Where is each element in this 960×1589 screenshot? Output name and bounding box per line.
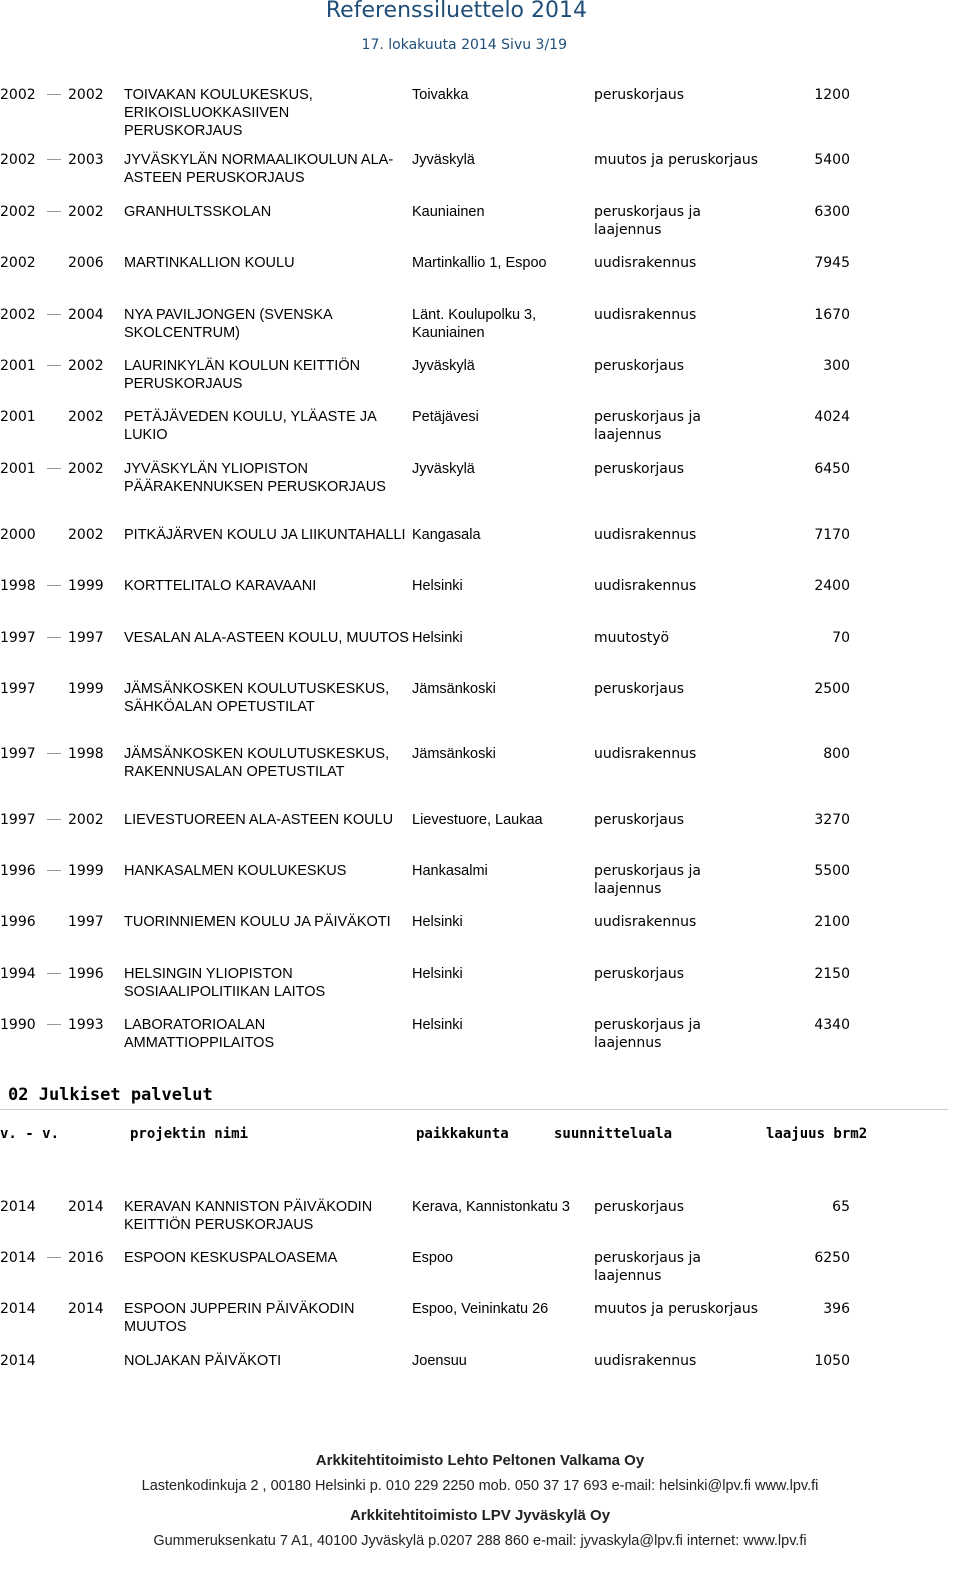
project-size: 70: [832, 630, 850, 646]
footer-contact-helsinki: Lastenkodinkuja 2 , 00180 Helsinki p. 010 229 2250 mob. 050 37 17 693 e-mail: helsinki@lpv.fi www.lpv.fi: [141, 1478, 819, 1494]
project-name: HANKASALMEN KOULUKESKUS: [124, 863, 347, 879]
project-name: HELSINGIN YLIOPISTON SOSIAALIPOLITIIKAN LAITOS: [124, 966, 326, 1000]
project-scope: uudisrakennus: [594, 255, 697, 271]
project-scope: peruskorjaus ja laajennus: [594, 1017, 701, 1051]
start-year: 2014: [0, 1353, 36, 1369]
project-name: JYVÄSKYLÄN NORMAALIKOULUN ALA-ASTEEN PERUSKORJAUS: [124, 152, 394, 186]
start-year: 1997: [0, 746, 36, 762]
end-year: 1993: [68, 1017, 104, 1033]
start-year: 1997: [0, 681, 36, 697]
project-name: NYA PAVILJONGEN (SVENSKA SKOLCENTRUM): [124, 307, 332, 341]
start-year: 2001: [0, 461, 36, 477]
project-size: 1200: [814, 87, 850, 103]
project-name: TUORINNIEMEN KOULU JA PÄIVÄKOTI: [124, 914, 391, 930]
project-scope: uudisrakennus: [594, 914, 697, 930]
start-year: 2014: [0, 1250, 36, 1266]
project-scope: peruskorjaus ja laajennus: [594, 409, 701, 443]
project-scope: uudisrakennus: [594, 578, 697, 594]
year-range-dash: [47, 1257, 61, 1258]
end-year: 2002: [68, 87, 104, 103]
year-range-dash: [47, 94, 61, 95]
project-location: Helsinki: [412, 1017, 463, 1033]
project-scope: peruskorjaus: [594, 87, 684, 103]
column-header-location: paikkakunta: [416, 1126, 509, 1142]
project-size: 800: [823, 746, 850, 762]
end-year: 2006: [68, 255, 104, 271]
project-name: ESPOON JUPPERIN PÄIVÄKODIN MUUTOS: [124, 1301, 355, 1335]
start-year: 2002: [0, 307, 36, 323]
project-location: Jämsänkoski: [412, 681, 496, 697]
page-date-and-number: 17. lokakuuta 2014 Sivu 3/19: [361, 37, 567, 53]
project-size: 7945: [814, 255, 850, 271]
project-name: JÄMSÄNKOSKEN KOULUTUSKESKUS, RAKENNUSALAN OPETUSTILAT: [124, 746, 390, 780]
project-location: Martinkallio 1, Espoo: [412, 255, 547, 271]
column-header-project-name: projektin nimi: [130, 1126, 249, 1142]
project-location: Jämsänkoski: [412, 746, 496, 762]
project-name: LAURINKYLÄN KOULUN KEITTIÖN PERUSKORJAUS: [124, 358, 361, 392]
project-scope: peruskorjaus ja laajennus: [594, 863, 701, 897]
project-size: 2500: [814, 681, 850, 697]
project-location: Kangasala: [412, 527, 481, 543]
end-year: 2002: [68, 204, 104, 220]
project-name: LABORATORIOALAN AMMATTIOPPILAITOS: [124, 1017, 275, 1051]
start-year: 2014: [0, 1199, 36, 1215]
project-size: 6250: [814, 1250, 850, 1266]
project-name: NOLJAKAN PÄIVÄKOTI: [124, 1353, 282, 1369]
project-scope: peruskorjaus: [594, 358, 684, 374]
project-scope: muutostyö: [594, 630, 670, 646]
start-year: 1997: [0, 812, 36, 828]
project-location: Kerava, Kannistonkatu 3: [412, 1199, 570, 1215]
end-year: 2002: [68, 358, 104, 374]
project-name: PETÄJÄVEDEN KOULU, YLÄASTE JA LUKIO: [124, 409, 376, 443]
project-size: 1670: [814, 307, 850, 323]
start-year: 2002: [0, 87, 36, 103]
year-range-dash: [47, 211, 61, 212]
project-name: VESALAN ALA-ASTEEN KOULU, MUUTOS: [124, 630, 409, 646]
project-location: Helsinki: [412, 578, 463, 594]
project-name: PITKÄJÄRVEN KOULU JA LIIKUNTAHALLI: [124, 527, 406, 543]
year-range-dash: [47, 819, 61, 820]
start-year: 2002: [0, 255, 36, 271]
end-year: 1999: [68, 681, 104, 697]
year-range-dash: [47, 637, 61, 638]
year-range-dash: [47, 314, 61, 315]
project-name: MARTINKALLION KOULU: [124, 255, 295, 271]
footer-company-jyvaskyla: Arkkitehtitoimisto LPV Jyväskylä Oy: [349, 1507, 611, 1524]
project-location: Lievestuore, Laukaa: [412, 812, 543, 828]
project-location: Toivakka: [412, 87, 469, 103]
project-location: Kauniainen: [412, 204, 485, 220]
project-size: 2100: [814, 914, 850, 930]
project-scope: peruskorjaus: [594, 966, 684, 982]
project-size: 4024: [814, 409, 850, 425]
end-year: 2016: [68, 1250, 104, 1266]
project-location: Jyväskylä: [412, 461, 475, 477]
end-year: 2002: [68, 812, 104, 828]
year-range-dash: [47, 973, 61, 974]
project-size: 1050: [814, 1353, 850, 1369]
section-title: 02 Julkiset palvelut: [8, 1085, 213, 1105]
project-name: GRANHULTSSKOLAN: [124, 204, 272, 220]
year-range-dash: [47, 1024, 61, 1025]
end-year: 1998: [68, 746, 104, 762]
end-year: 2004: [68, 307, 104, 323]
project-size: 5400: [814, 152, 850, 168]
project-size: 2400: [814, 578, 850, 594]
year-range-dash: [47, 468, 61, 469]
project-location: Helsinki: [412, 914, 463, 930]
project-size: 6450: [814, 461, 850, 477]
project-name: JÄMSÄNKOSKEN KOULUTUSKESKUS, SÄHKÖALAN OPETUSTILAT: [124, 681, 390, 715]
start-year: 1994: [0, 966, 36, 982]
page-title: Referenssiluettelo 2014: [325, 0, 587, 23]
project-name: KORTTELITALO KARAVAANI: [124, 578, 317, 594]
end-year: 2002: [68, 409, 104, 425]
project-scope: uudisrakennus: [594, 746, 697, 762]
end-year: 1997: [68, 630, 104, 646]
end-year: 1997: [68, 914, 104, 930]
project-size: 2150: [814, 966, 850, 982]
project-size: 4340: [814, 1017, 850, 1033]
column-header-years: v. - v.: [0, 1126, 60, 1142]
project-size: 5500: [814, 863, 850, 879]
project-location: Jyväskylä: [412, 152, 475, 168]
project-location: Helsinki: [412, 630, 463, 646]
project-scope: peruskorjaus: [594, 1199, 684, 1215]
project-location: Espoo: [412, 1250, 454, 1266]
project-scope: uudisrakennus: [594, 527, 697, 543]
project-name: ESPOON KESKUSPALOASEMA: [124, 1250, 338, 1266]
start-year: 2001: [0, 409, 36, 425]
year-range-dash: [47, 365, 61, 366]
project-scope: peruskorjaus: [594, 681, 684, 697]
start-year: 2002: [0, 204, 36, 220]
project-size: 3270: [814, 812, 850, 828]
start-year: 2001: [0, 358, 36, 374]
start-year: 1996: [0, 863, 36, 879]
project-name: TOIVAKAN KOULUKESKUS, ERIKOISLUOKKASIIVEN PERUSKORJAUS: [124, 87, 313, 139]
project-location: Helsinki: [412, 966, 463, 982]
end-year: 2014: [68, 1199, 104, 1215]
project-size: 7170: [814, 527, 850, 543]
project-location: Espoo, Veininkatu 26: [412, 1301, 549, 1317]
project-size: 300: [823, 358, 850, 374]
end-year: 1999: [68, 578, 104, 594]
column-header-scope: suunnitteluala: [554, 1126, 673, 1142]
end-year: 1996: [68, 966, 104, 982]
end-year: 2002: [68, 527, 104, 543]
start-year: 1998: [0, 578, 36, 594]
project-location: Petäjävesi: [412, 409, 479, 425]
year-range-dash: [47, 585, 61, 586]
year-range-dash: [47, 753, 61, 754]
project-scope: peruskorjaus ja laajennus: [594, 1250, 701, 1284]
project-location: Länt. Koulupolku 3, Kauniainen: [412, 307, 537, 341]
project-scope: uudisrakennus: [594, 1353, 697, 1369]
start-year: 1996: [0, 914, 36, 930]
project-location: Hankasalmi: [412, 863, 488, 879]
project-scope: muutos ja peruskorjaus: [594, 1301, 759, 1317]
column-header-size: laajuus brm2: [766, 1126, 868, 1142]
end-year: 2003: [68, 152, 104, 168]
project-scope: uudisrakennus: [594, 307, 697, 323]
project-scope: peruskorjaus: [594, 461, 684, 477]
project-name: JYVÄSKYLÄN YLIOPISTON PÄÄRAKENNUKSEN PERUSKORJAUS: [124, 461, 386, 495]
start-year: 1990: [0, 1017, 36, 1033]
project-scope: peruskorjaus: [594, 812, 684, 828]
project-size: 6300: [814, 204, 850, 220]
project-scope: muutos ja peruskorjaus: [594, 152, 759, 168]
project-size: 65: [832, 1199, 850, 1215]
start-year: 2014: [0, 1301, 36, 1317]
project-scope: peruskorjaus ja laajennus: [594, 204, 701, 238]
start-year: 2000: [0, 527, 36, 543]
start-year: 1997: [0, 630, 36, 646]
project-name: LIEVESTUOREEN ALA-ASTEEN KOULU: [124, 812, 394, 828]
project-size: 396: [823, 1301, 850, 1317]
footer-contact-jyvaskyla: Gummeruksenkatu 7 A1, 40100 Jyväskylä p.0207 288 860 e-mail: jyvaskyla@lpv.fi internet: www.lpv.fi: [153, 1533, 807, 1549]
year-range-dash: [47, 159, 61, 160]
year-range-dash: [47, 870, 61, 871]
footer-company-helsinki: Arkkitehtitoimisto Lehto Peltonen Valkama Oy: [315, 1452, 645, 1469]
project-location: Joensuu: [412, 1353, 467, 1369]
project-location: Jyväskylä: [412, 358, 475, 374]
end-year: 1999: [68, 863, 104, 879]
end-year: 2014: [68, 1301, 104, 1317]
start-year: 2002: [0, 152, 36, 168]
end-year: 2002: [68, 461, 104, 477]
project-name: KERAVAN KANNISTON PÄIVÄKODIN KEITTIÖN PERUSKORJAUS: [124, 1199, 373, 1233]
section-divider: [0, 1109, 948, 1110]
